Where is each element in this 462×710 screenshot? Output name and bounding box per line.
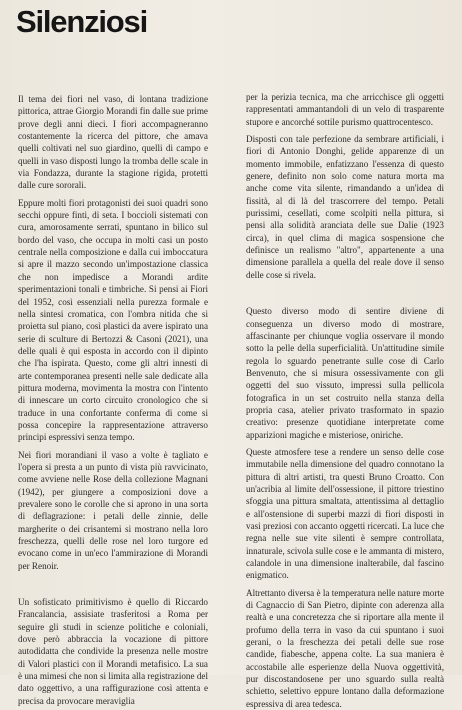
paragraph: Disposti con tale perfezione da sembrare artificiali, i fiori di Antonio Donghi, gelide apparenze di un momento immobile, enfatizzano l'essenza di questo genere, definito non solo come natura morta ma anche come vita silente, rimandando a un'idea di fissità, al di là del trascorrere del tempo. Petali purissimi, cesellati, come scolpiti nella pittura, si pensi alla solidità aranciata delle sue Dalie (1923 circa), in quel clima di magica sospensione che definisce un realismo "altro", appartenente a una dimensione parallela a quella del reale dove il senso delle cose si rivela.	[246, 134, 444, 280]
paragraph: Nei fiori morandiani il vaso a volte è tagliato e l'opera si presta a un punto di vista più ravvicinato, come avviene nelle Rose della collezione Magnani (1942), per giungere a composizioni dove a prevalere sono le corolle che si aprono in una sorta di deflagrazione: i petali delle zinnie, delle margherite o dei crisantemi si mostrano nella loro freschezza, quelli delle rose nel loro turgore ed evocano come in un'eco l'ammirazione di Morandi per Renoir.	[18, 449, 208, 571]
paragraph: Il tema dei fiori nel vaso, di lontana tradizione pittorica, attrae Giorgio Morandi fin dalle sue prime prove degli anni dieci. I fiori accompagneranno costantemente la ricerca del pittore, che amava quelli coltivati nel suo giardino, quelli di campo e quelli in vaso disposti lungo la tromba delle scale in via Fondazza, durante la stagione rigida, protetti dalle cure sororali.	[18, 94, 208, 191]
page-title: Silenziosi	[16, 4, 147, 39]
paragraph: Eppure molti fiori protagonisti dei suoi quadri sono secchi oppure finti, di seta. I boccioli sistemati con cura, amorosamente serrati, spuntano in bilico sul bordo del vaso, che occupa in molti casi un posto centrale nella composizione e dalla cui imboccatura si apre il mazzo secondo un'impostazione classica che non impedisce a Morandi ardite sperimentazioni tonali e timbriche. Si pensi ai Fiori del 1952, così essenziali nella purezza formale e nella sintesi cromatica, con l'ombra nitida che si proietta sul piano, così plastici da avere ispirato una serie di sculture di Bertozzi & Casoni (2021), una delle quali è qui esposta in accordo con il dipinto che l'ha ispirata. Questo, come gli altri innesti di arte contemporanea presenti nelle sale dedicate alla pittura moderna, movimenta la mostra con l'intento di innescare un corto circuito cronologico che si traduce in una confortante conferma di come si possa concepire la rappresentazione attraverso principi espressivi senza tempo.	[18, 197, 208, 443]
paragraph: Questo diverso modo di sentire diviene di conseguenza un diverso modo di mostrare, affascinante per chiunque voglia osservare il mondo sotto la pelle della superficialità. Un'attitudine simile regola lo sguardo penetrante sulle cose di Carlo Benvenuto, che si misura ossessivamente con gli oggetti del suo vissuto, impressi sulla pellicola fotografica in un set costruito nella stanza della propria casa, atelier privato trasformato in spazio creativo: presenze quotidiane interpretate come apparizioni magiche e misteriose, oniriche.	[246, 306, 444, 440]
paragraph: Un sofisticato primitivismo è quello di Riccardo Francalancia, assisiate trasferitosi a Roma per seguire gli studi in scienze politiche e coloniali, dove però abbraccia la vocazione di pittore autodidatta che condivide la presenza nelle mostre di Valori plastici con il Morandi metafisico. La sua è una mimesi che non si limita alla registrazione del dato oggettivo, a una raffigurazione così attenta e precisa da provocare meraviglia	[18, 597, 208, 706]
paragraph: Altrettanto diversa è la temperatura nelle nature morte di Cagnaccio di San Pietro, dipinte con aderenza alla realtà e una concretezza che si riportare alla mente il profumo della terra in vaso da cui spuntano i suoi gerani, o la freschezza dei petali delle sue rose candide, fiabesche, appena colte. La sua maniera è accostabile alle esperienze della Nuova oggettività, pur discostandosene per uno sguardo sulla realtà schietto, selettivo eppure lontano dalla deformazione espressiva di area tedesca.	[246, 587, 444, 709]
paragraph: per la perizia tecnica, ma che arricchisce gli oggetti rappresentati ammantandoli di un velo di trasparente stupore e ancorché sottile purismo quattrocentesco.	[246, 92, 444, 127]
text-column-right	[246, 91, 444, 710]
paragraph: Queste atmosfere tese a rendere un senso delle cose immutabile nella dimensione del quadro connotano la pittura di altri artisti, tra questi Bruno Croatto. Con un'acribia al limite dell'ossessione, il pittore triestino sfoggia una pittura smaltata, attentissima al dettaglio e all'ostensione di superbi mazzi di fiori disposti in vasi preziosi con accanto oggetti ricercati. La luce che regna nelle sue vite silenti è sempre controllata, innaturale, scivola sulle cose e le ammanta di mistero, calandole in una dimensione inalterabile, dal fascino enigmatico.	[246, 446, 444, 581]
text-column-left	[18, 93, 208, 707]
